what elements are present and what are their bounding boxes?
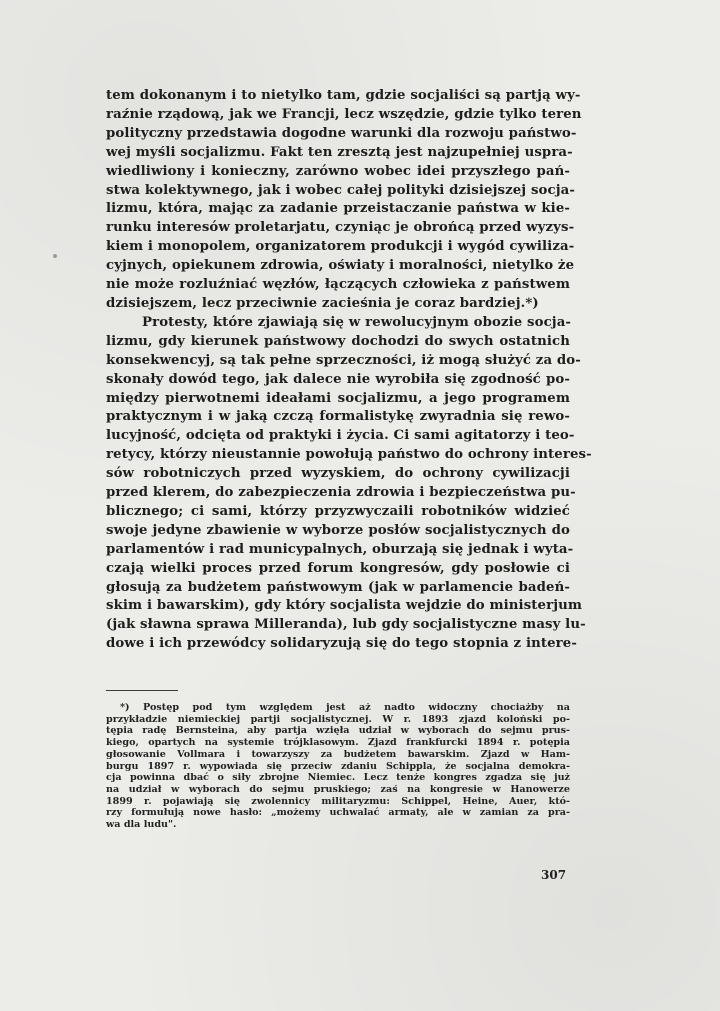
text-line: skonały dowód tego, jak dalece nie wyrobiła się zgodność po- <box>106 371 570 387</box>
text-line: wiedliwiony i konieczny, zarówno wobec idei przyszłego pań- <box>106 163 570 179</box>
footnote-line: głosowanie Vollmara i towarzyszy za budżetem bawarskim. Zjazd w Ham- <box>106 748 570 760</box>
text-line: konsekwencyj, są tak pełne sprzeczności, iż mogą służyć za do- <box>106 352 581 368</box>
paragraph-1 <box>106 87 582 314</box>
text-line: parlamentów i rad municypalnych, oburzają się jednak i wyta- <box>106 541 574 557</box>
body-text <box>106 87 592 654</box>
footnote <box>106 702 570 831</box>
text-line: lucyjność, odcięta od praktyki i życia. Ci sami agitatorzy i teo- <box>106 428 575 444</box>
text-line: (jak sławna sprawa Milleranda), lub gdy socjalistyczne masy lu- <box>106 617 586 633</box>
footnote-line: kiego, opartych na systemie trójklasowym. Zjazd frankfurcki 1894 r. potępia <box>106 737 570 749</box>
footnote-line: cja powinna dbać o siły zbrojne Niemiec. Lecz tenże kongres zgadza się już <box>106 772 570 784</box>
text-line: sów robotniczych przed wyzyskiem, do ochrony cywilizacji <box>106 466 570 482</box>
footnote-line: wa dla ludu". <box>106 819 177 831</box>
text-line: polityczny przedstawia dogodne warunki dla rozwoju państwo- <box>106 125 577 141</box>
text-line: nie może rozluźniać węzłów, łączących człowieka z państwem <box>106 277 570 293</box>
text-line: praktycznym i w jaką czczą formalistykę zwyradnia się rewo- <box>106 409 570 425</box>
footnote-line: burgu 1897 r. wypowiada się przeciw zdaniu Schippla, że socjalna demokra- <box>106 760 570 772</box>
text-line: lizmu, gdy kierunek państwowy dochodzi do swych ostatnich <box>106 333 570 349</box>
paragraph-2 <box>106 314 592 654</box>
text-line: swoje jedyne zbawienie w wyborze posłów socjalistycznych do <box>106 522 570 538</box>
text-line: blicznego; ci sami, którzy przyzwyczaili robotników widzieć <box>106 503 570 519</box>
footnote-divider <box>106 690 178 691</box>
text-line: wej myśli socjalizmu. Fakt ten zresztą jest najzupełniej uspra- <box>106 144 573 160</box>
text-line: cyjnych, opiekunem zdrowia, oświaty i moralności, nietylko że <box>106 258 575 274</box>
text-line: przed klerem, do zabezpieczenia zdrowia i bezpieczeństwa pu- <box>106 485 576 501</box>
footnote-line: przykładzie niemieckiej partji socjalistycznej. W r. 1893 zjazd koloński po- <box>106 713 570 725</box>
footnote-line: tępia radę Bernsteina, aby partja wzięła udział w wyborach do sejmu prus- <box>106 725 570 737</box>
text-line: raźnie rządową, jak we Francji, lecz wszędzie, gdzie tylko teren <box>106 106 582 122</box>
text-line: dzisiejszem, lecz przeciwnie zacieśnia je coraz bardziej.*) <box>106 295 539 311</box>
text-line: Protesty, które zjawiają się w rewolucyjnym obozie socja- <box>142 314 572 330</box>
footnote-line: rzy formułują nowe hasło: „możemy uchwalać armaty, ale w zamian za pra- <box>106 807 570 819</box>
text-line: stwa kolektywnego, jak i wobec całej polityki dzisiejszej socja- <box>106 182 575 198</box>
text-line: dowe i ich przewódcy solidaryzują się do tego stopnia z intere- <box>106 636 577 652</box>
text-line: kiem i monopolem, organizatorem produkcji i wygód cywiliza- <box>106 239 575 255</box>
footnote-line: *) Postęp pod tym względem jest aż nadto widoczny chociażby na <box>120 702 570 713</box>
text-line: głosują za budżetem państwowym (jak w parlamencie badeń- <box>106 579 570 595</box>
page-number: 307 <box>541 868 567 882</box>
text-line: tem dokonanym i to nietylko tam, gdzie socjaliści są partją wy- <box>106 88 581 103</box>
footnote-line: 1899 r. pojawiają się zwolennicy militaryzmu: Schippel, Heine, Auer, któ- <box>106 795 570 807</box>
text-line: lizmu, która, mając za zadanie przeistaczanie państwa w kie- <box>106 201 570 217</box>
text-line: czają wielki proces przed forum kongresów, gdy posłowie ci <box>106 560 570 576</box>
margin-mark <box>53 254 57 258</box>
text-line: runku interesów proletarjatu, czyniąc je obrońcą przed wyzys- <box>106 220 575 236</box>
text-line: skim i bawarskim), gdy który socjalista wejdzie do ministerjum <box>106 598 583 614</box>
text-line: między pierwotnemi ideałami socjalizmu, a jego programem <box>106 390 570 406</box>
text-line: retycy, którzy nieustannie powołują państwo do ochrony interes- <box>106 447 592 463</box>
footnote-line: na udział w wyborach do sejmu pruskiego; zaś na kongresie w Hanowerze <box>106 783 570 795</box>
